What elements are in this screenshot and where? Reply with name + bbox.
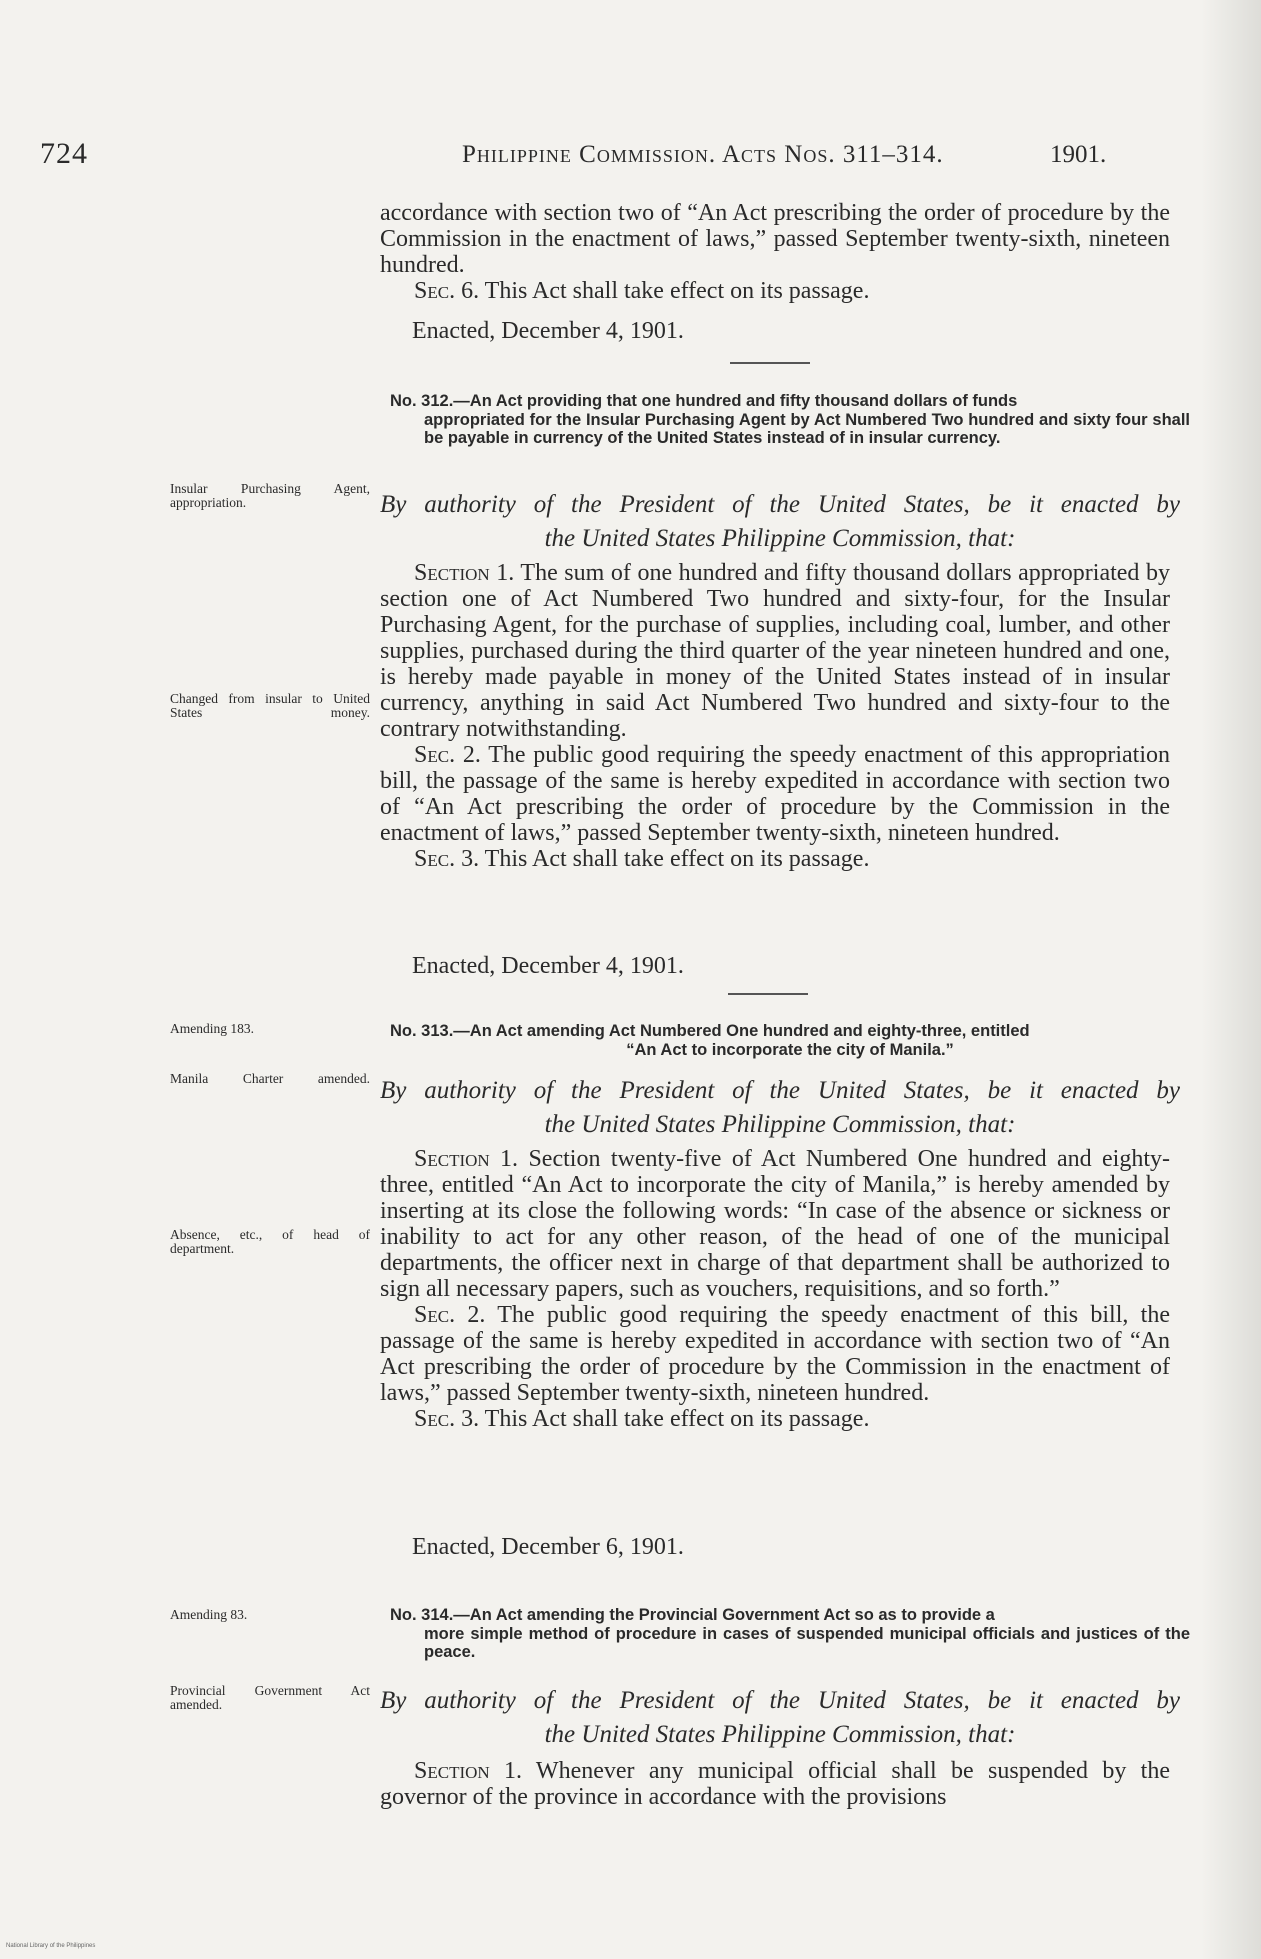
sec-label: Section 1. — [414, 1146, 519, 1172]
running-head: Philippine Commission. Acts Nos. 311–314. — [462, 141, 944, 168]
act313-enacted: Enacted, December 6, 1901. — [412, 1534, 684, 1560]
act313-sec1 — [380, 1146, 1170, 1302]
authority-line1: By authority of the President of the United States, be it enacted by — [380, 1077, 1180, 1104]
act311-enacted: Enacted, December 4, 1901. — [412, 318, 684, 344]
sec-text: This Act shall take effect on its passage. — [484, 1406, 870, 1432]
sec-label: Sec. 2. — [414, 1302, 486, 1328]
act312-body — [380, 560, 1170, 872]
act-title-rest: appropriated for the Insular Purchasing Agent by Act Numbered Two hundred and sixty four shall be payable in currency of the United States instead of in insular currency. — [424, 410, 1190, 447]
margin-note-appropriation: Insular Purchasing Agent, appropriation. — [170, 481, 370, 510]
act313-sec2 — [380, 1302, 1170, 1406]
act-title-line1: —An Act providing that one hundred and fifty thousand dollars of funds — [453, 392, 1018, 410]
section-divider — [728, 993, 808, 995]
section-divider — [730, 362, 810, 364]
sec-text: The public good requiring the speedy enactment of this appropriation bill, the passage of the same is hereby expedited in accordance with section two of “An Act prescribing the order of procedure by the Commission in the enactment of laws,” passed September twenty-sixth, nineteen hundred. — [380, 742, 1170, 846]
act312-sec3 — [380, 846, 1170, 872]
act313-body — [380, 1146, 1170, 1432]
authority-line2: the United States Philippine Commission, that: — [544, 1111, 1016, 1138]
act-number: No. 314. — [390, 1606, 454, 1624]
page-edge-shadow — [1201, 0, 1261, 1959]
sec-label: Sec. 6. — [414, 278, 480, 304]
margin-note-changed: Changed from insular to United States money. — [170, 691, 370, 720]
act313-authority — [380, 1074, 1180, 1142]
act-number: No. 313. — [390, 1022, 454, 1040]
act312-sec2 — [380, 742, 1170, 846]
act-number: No. 312. — [390, 392, 454, 410]
act313-title — [390, 1022, 1190, 1059]
act314-body — [380, 1758, 1170, 1810]
authority-line1: By authority of the President of the United States, be it enacted by — [380, 491, 1180, 518]
margin-note-absence: Absence, etc., of head of department. — [170, 1227, 370, 1256]
margin-note-charter: Manila Charter amended. — [170, 1071, 370, 1086]
authority-line2: the United States Philippine Commission, that: — [544, 525, 1016, 552]
sec-text: The sum of one hundred and fifty thousand dollars appropriated by section one of Act Numbered Two hundred and sixty-four, for the Insular Purchasing Agent, for the purchase of supplies, including coal, lumber, and other supplies, purchased during the third quarter of the year nineteen hundred and one, is hereby made payable in money of the United States instead of in insular currency, anything in said Act Numbered Two hundred and sixty-four to the contrary notwithstanding. — [380, 560, 1171, 742]
act-title-rest: more simple method of procedure in cases of suspended municipal officials and justices of the peace. — [424, 1624, 1190, 1661]
header-year: 1901. — [1050, 141, 1107, 168]
sec-label: Sec. 3. — [414, 1406, 480, 1432]
act312-authority — [380, 488, 1180, 556]
page-number: 724 — [40, 137, 88, 170]
sec-text: This Act shall take effect on its passage. — [484, 278, 870, 304]
footer-credit: National Library of the Philippines — [6, 1943, 96, 1949]
sec-label: Section 1. — [414, 560, 515, 586]
sec-label: Section 1. — [414, 1758, 523, 1784]
act314-title — [390, 1606, 1190, 1662]
act311-continuation — [380, 200, 1170, 304]
sec-text: This Act shall take effect on its passage. — [484, 846, 870, 872]
authority-line1: By authority of the President of the United States, be it enacted by — [380, 1687, 1180, 1714]
act314-sec1 — [380, 1758, 1170, 1810]
act314-authority — [380, 1684, 1180, 1752]
act312-title — [390, 392, 1190, 448]
act312-enacted: Enacted, December 4, 1901. — [412, 953, 684, 979]
act313-sec3 — [380, 1406, 1170, 1432]
act311-sec6 — [380, 278, 1170, 304]
act312-sec1 — [380, 560, 1170, 742]
continuation-paragraph: accordance with section two of “An Act prescribing the order of procedure by the Commission in the enactment of laws,” passed September twenty-sixth, nineteen hundred. — [380, 200, 1170, 278]
sec-text: Whenever any municipal official shall be suspended by the governor of the province in accordance with the provisions — [380, 1758, 1170, 1810]
sec-text: Section twenty-five of Act Numbered One hundred and eighty-three, entitled “An Act to incorporate the city of Manila,” is hereby amended by inserting at its close the following words: “In case of the absence or sickness or inability to act for any other reason, of the head of one of the municipal departments, the officer next in charge of that department shall be authorized to sign all necessary papers, such as vouchers, requisitions, and so forth.” — [380, 1146, 1171, 1302]
sec-label: Sec. 3. — [414, 846, 480, 872]
act-title-rest: “An Act to incorporate the city of Manila.” — [626, 1040, 954, 1059]
margin-note-amending-183: Amending 183. — [170, 1021, 254, 1036]
sec-text: The public good requiring the speedy enactment of this bill, the passage of the same is hereby expedited in accordance with section two of “An Act prescribing the order of procedure by the Commission in the enactment of laws,” passed September twenty-sixth, nineteen hundred. — [380, 1302, 1170, 1406]
margin-note-provincial: Provincial Government Act amended. — [170, 1683, 370, 1712]
authority-line2: the United States Philippine Commission, that: — [544, 1721, 1016, 1748]
act-title-line1: —An Act amending the Provincial Government Act so as to provide a — [453, 1606, 995, 1624]
sec-label: Sec. 2. — [414, 742, 481, 768]
act-title-line1: —An Act amending Act Numbered One hundred and eighty-three, entitled — [453, 1022, 1030, 1040]
margin-note-amending-83: Amending 83. — [170, 1607, 248, 1622]
page-header — [0, 137, 1261, 177]
